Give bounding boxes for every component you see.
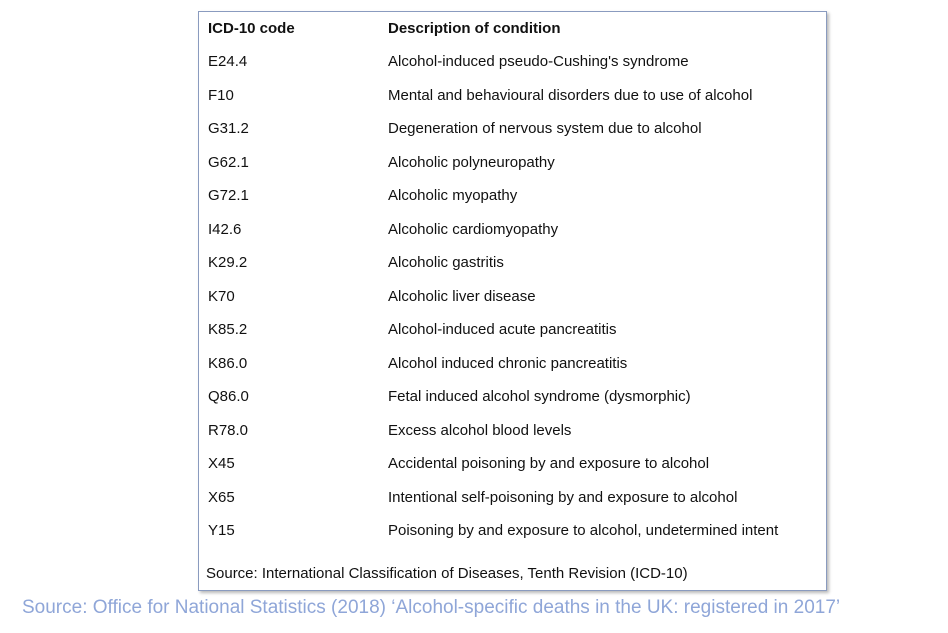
table-row xyxy=(199,387,826,421)
row-code: E24.4 xyxy=(208,53,248,70)
row-description: Alcohol-induced acute pancreatitis xyxy=(388,321,617,338)
row-description: Fetal induced alcohol syndrome (dysmorphic) xyxy=(388,388,691,405)
table-row xyxy=(199,521,826,555)
row-code: K86.0 xyxy=(208,354,248,372)
table-header-row xyxy=(199,20,826,42)
table-row xyxy=(199,354,826,388)
row-description: Alcohol-induced pseudo-Cushing's syndrome xyxy=(388,53,689,70)
table-row xyxy=(199,320,826,354)
table-row xyxy=(199,52,826,86)
row-description: Poisoning by and exposure to alcohol, undetermined intent xyxy=(388,522,779,539)
row-code: G72.1 xyxy=(208,187,249,204)
table-row xyxy=(199,287,826,321)
row-description: Intentional self-poisoning by and exposure to alcohol xyxy=(388,488,738,506)
table-row xyxy=(199,454,826,488)
row-code: X65 xyxy=(208,488,235,506)
row-code: I42.6 xyxy=(208,220,242,238)
row-description: Alcoholic myopathy xyxy=(388,187,518,204)
row-code: X45 xyxy=(208,455,235,472)
table-source-note: Source: International Classification of Diseases, Tenth Revision (ICD-10) xyxy=(206,565,688,582)
row-code: K70 xyxy=(208,287,235,305)
table-row xyxy=(199,488,826,522)
row-description: Degeneration of nervous system due to alcohol xyxy=(388,120,702,137)
row-code: K29.2 xyxy=(208,254,248,271)
row-description: Excess alcohol blood levels xyxy=(388,421,572,439)
table-row xyxy=(199,220,826,254)
header-description: Description of condition xyxy=(388,20,561,37)
row-description: Alcoholic gastritis xyxy=(388,254,504,271)
row-code: G31.2 xyxy=(208,120,249,137)
row-description: Accidental poisoning by and exposure to alcohol xyxy=(388,455,710,472)
icd10-table xyxy=(198,11,827,591)
row-code: Y15 xyxy=(208,522,235,539)
table-row xyxy=(199,86,826,120)
table-body xyxy=(199,52,826,555)
table-row xyxy=(199,153,826,187)
page-source-citation: Source: Office for National Statistics (2018) ‘Alcohol-specific deaths in the UK: registered in 2017’ xyxy=(22,597,841,618)
table-row xyxy=(199,421,826,455)
table-row xyxy=(199,253,826,287)
row-code: R78.0 xyxy=(208,421,249,439)
row-description: Alcoholic liver disease xyxy=(388,287,536,305)
row-description: Alcoholic polyneuropathy xyxy=(388,153,555,171)
table-row xyxy=(199,186,826,220)
row-description: Alcoholic cardiomyopathy xyxy=(388,220,559,238)
header-code: ICD-10 code xyxy=(208,20,295,37)
row-code: G62.1 xyxy=(208,153,249,171)
row-description: Alcohol induced chronic pancreatitis xyxy=(388,354,628,372)
row-code: K85.2 xyxy=(208,321,248,338)
row-code: F10 xyxy=(208,86,234,104)
table-row xyxy=(199,119,826,153)
row-description: Mental and behavioural disorders due to use of alcohol xyxy=(388,86,753,104)
row-code: Q86.0 xyxy=(208,388,249,405)
